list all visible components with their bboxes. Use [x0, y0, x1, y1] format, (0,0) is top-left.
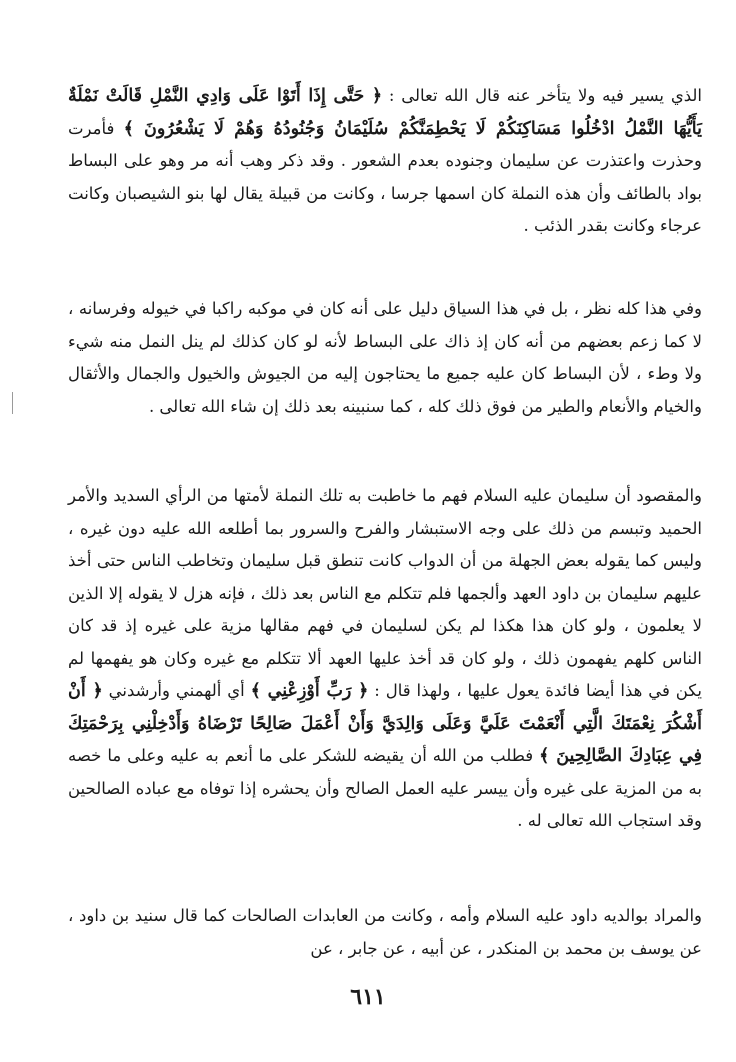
text-run: والمقصود أن سليمان عليه السلام فهم ما خاطبت به تلك النملة لأمتها من الرأي السديد والأمر الحميد وتبسم من ذلك على وجه الاستبشار والفرح والسرور بما أطلعه الله عليه دون غيره ، وليس كما يقوله بعض الجهلة من أن الدواب كانت تنطق قبل سليمان وتخاطب الناس حتى أخذ عليهم سليمان بن داود العهد وألجمها فلم تتكلم مع الناس بعد ذلك ، فإنه هزل لا يقوله إلا الذين لا يعلمون ، ولو كان هذا هكذا لم يكن لسليمان في فهم مقالها مزية على غيره إذ قد كان الناس كلهم يفهمون ذلك ، ولو كان قد أخذ عليها العهد ألا تتكلم مع غيره وكان هو يفهمها لم يكن في هذا أيضا فائدة يعول عليها ، ولهذا قال : [68, 486, 702, 700]
quran-verse: ﴿ حَتَّى إِذَا أَتَوْا عَلَى وَادِي النَّمْلِ قَالَتْ نَمْلَةٌ يَأَيُّهَا النَّمْلُ ادْخُلُوا مَسَاكِنَكُمْ لَا يَحْطِمَنَّكُمْ سُلَيْمَانُ وَجُنُودُهُ وَهُمْ لَا يَشْعُرُونَ ﴾ [68, 86, 702, 139]
text-run: فأمرت وحذرت واعتذرت عن سليمان وجنوده بعدم الشعور . وقد ذكر وهب أنه مر وهو على البساط بواد بالطائف وأن هذه النملة كان اسمها جرسا ، وكانت من قبيلة يقال لها بنو الشيصبان وكانت عرجاء وكانت بقدر الذئب . [68, 118, 702, 235]
paragraph-4 [68, 900, 702, 965]
text-run: والمراد بوالديه داود عليه السلام وأمه ، وكانت من العابدات الصالحات كما قال سنيد بن داود ، عن يوسف بن محمد بن المنكدر ، عن أبيه ، عن جابر ، عن [68, 906, 702, 958]
scan-artifact [12, 392, 13, 414]
quran-verse: ﴿ أَنْ أَشْكُرَ نِعْمَتَكَ الَّتِي أَنْعَمْتَ عَلَيَّ وَعَلَى وَالِدَيَّ وَأَنْ أَعْمَلَ صَالِحًا تَرْضَاهُ وَأَدْخِلْنِي بِرَحْمَتِكَ فِي عِبَادِكَ الصَّالِحِينَ ﴾ [68, 681, 703, 766]
paragraph-3 [68, 480, 702, 838]
page-number: ٦١١ [350, 984, 386, 1010]
text-run: أي ألهمني وأرشدني [102, 681, 251, 700]
paragraph-2 [68, 293, 702, 423]
text-run: الذي يسير فيه ولا يتأخر عنه قال الله تعالى : [382, 86, 703, 105]
text-run: وفي هذا كله نظر ، بل في هذا السياق دليل على أنه كان في موكبه راكبا في خيوله وفرسانه ، لا كما زعم بعضهم من أنه كان إذ ذاك على البساط لأنه لو كان كذلك لم ينل النمل منه شيء ولا وطء ، لأن البساط كان عليه جميع ما يحتاجون إليه من الجيوش والخيول والجمال والأثقال والخيام والأنعام والطير من فوق ذلك كله ، كما سنبينه بعد ذلك إن شاء الله تعالى . [68, 299, 702, 416]
paragraph-1 [68, 80, 702, 243]
text-run: فطلب من الله أن يقيضه للشكر على ما أنعم به عليه وعلى ما خصه به من المزية على غيره وأن ييسر عليه العمل الصالح وأن يحشره إذا توفاه مع عباده الصالحين وقد استجاب الله تعالى له . [68, 746, 702, 830]
quran-verse: ﴿ رَبِّ أَوْزِعْنِي ﴾ [250, 681, 369, 701]
